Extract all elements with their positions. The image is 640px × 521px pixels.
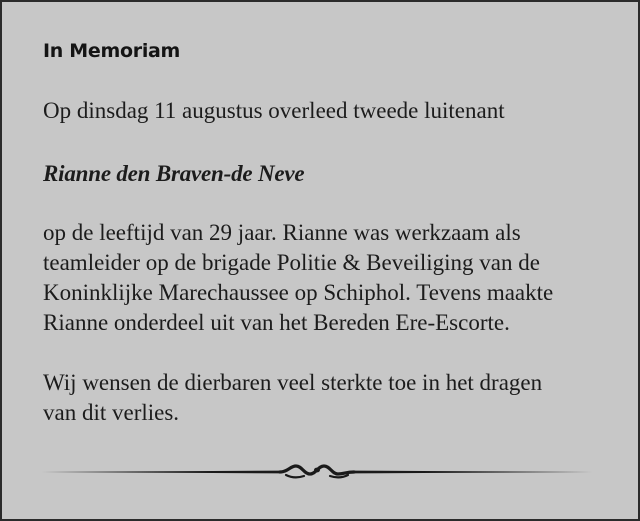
- body-line: op de leeftijd van 29 jaar. Rianne was werkzaam als: [43, 220, 521, 245]
- body-line: Rianne onderdeel uit van het Bereden Ere-Escorte.: [43, 310, 510, 335]
- notice-heading: In Memoriam: [43, 40, 181, 62]
- condolence-paragraph: [43, 368, 623, 428]
- deceased-name: Rianne den Braven-de Neve: [43, 161, 305, 186]
- intro-text: Op dinsdag 11 augustus overleed tweede luitenant: [43, 98, 505, 123]
- body-line: teamleider op de brigade Politie & Beveiliging van de: [43, 250, 540, 275]
- body-paragraph: [43, 218, 623, 338]
- condolence-line: van dit verlies.: [43, 400, 180, 425]
- flourish-divider-icon: [42, 460, 592, 484]
- condolence-line: Wij wensen de dierbaren veel sterkte toe in het dragen: [43, 370, 543, 395]
- body-line: Koninklijke Marechaussee op Schiphol. Tevens maakte: [43, 280, 554, 305]
